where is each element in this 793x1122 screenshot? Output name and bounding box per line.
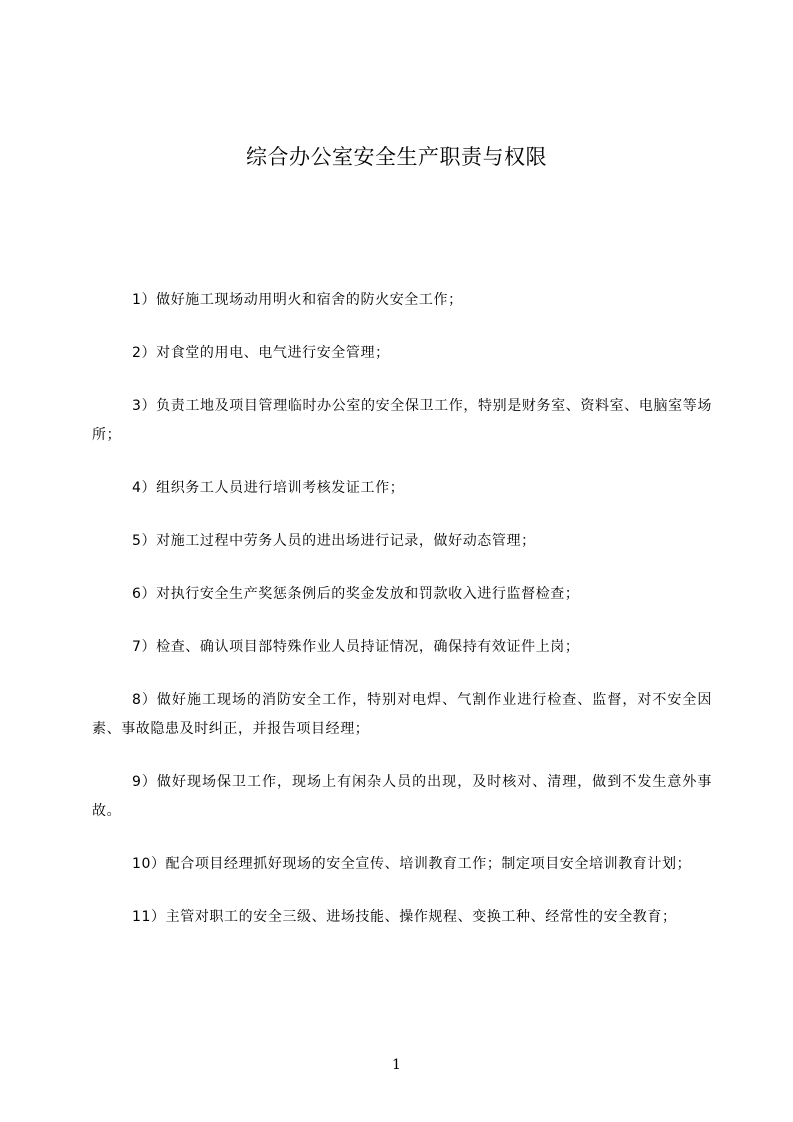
list-item: 8）做好施工现场的消防安全工作，特别对电焊、气割作业进行检查、监督，对不安全因素、事故隐患及时纠正，并报告项目经理； <box>92 692 712 737</box>
list-item: 6）对执行安全生产奖惩条例后的奖金发放和罚款收入进行监督检查； <box>132 586 580 602</box>
page-number: 1 <box>392 1057 401 1073</box>
list-item: 9）做好现场保卫工作，现场上有闲杂人员的出现，及时核对、清理，做到不发生意外事故。 <box>92 774 712 819</box>
responsibility-list <box>92 286 712 956</box>
list-item: 4）组织务工人员进行培训考核发证工作； <box>132 480 405 496</box>
list-item: 3）负责工地及项目管理临时办公室的安全保卫工作，特别是财务室、资料室、电脑室等场所； <box>92 398 712 443</box>
list-item: 1）做好施工现场动用明火和宿舍的防火安全工作； <box>132 292 463 308</box>
list-item: 2）对食堂的用电、电气进行安全管理； <box>132 345 390 361</box>
list-item: 11）主管对职工的安全三级、进场技能、操作规程、变换工种、经常性的安全教育； <box>132 909 677 925</box>
list-item: 10）配合项目经理抓好现场的安全宣传、培训教育工作；制定项目安全培训教育计划； <box>132 856 692 872</box>
list-item: 7）检查、确认项目部特殊作业人员持证情况，确保持有效证件上岗； <box>132 639 580 655</box>
document-title: 综合办公室安全生产职责与权限 <box>246 145 547 169</box>
list-item: 5）对施工过程中劳务人员的进出场进行记录，做好动态管理； <box>132 533 536 549</box>
